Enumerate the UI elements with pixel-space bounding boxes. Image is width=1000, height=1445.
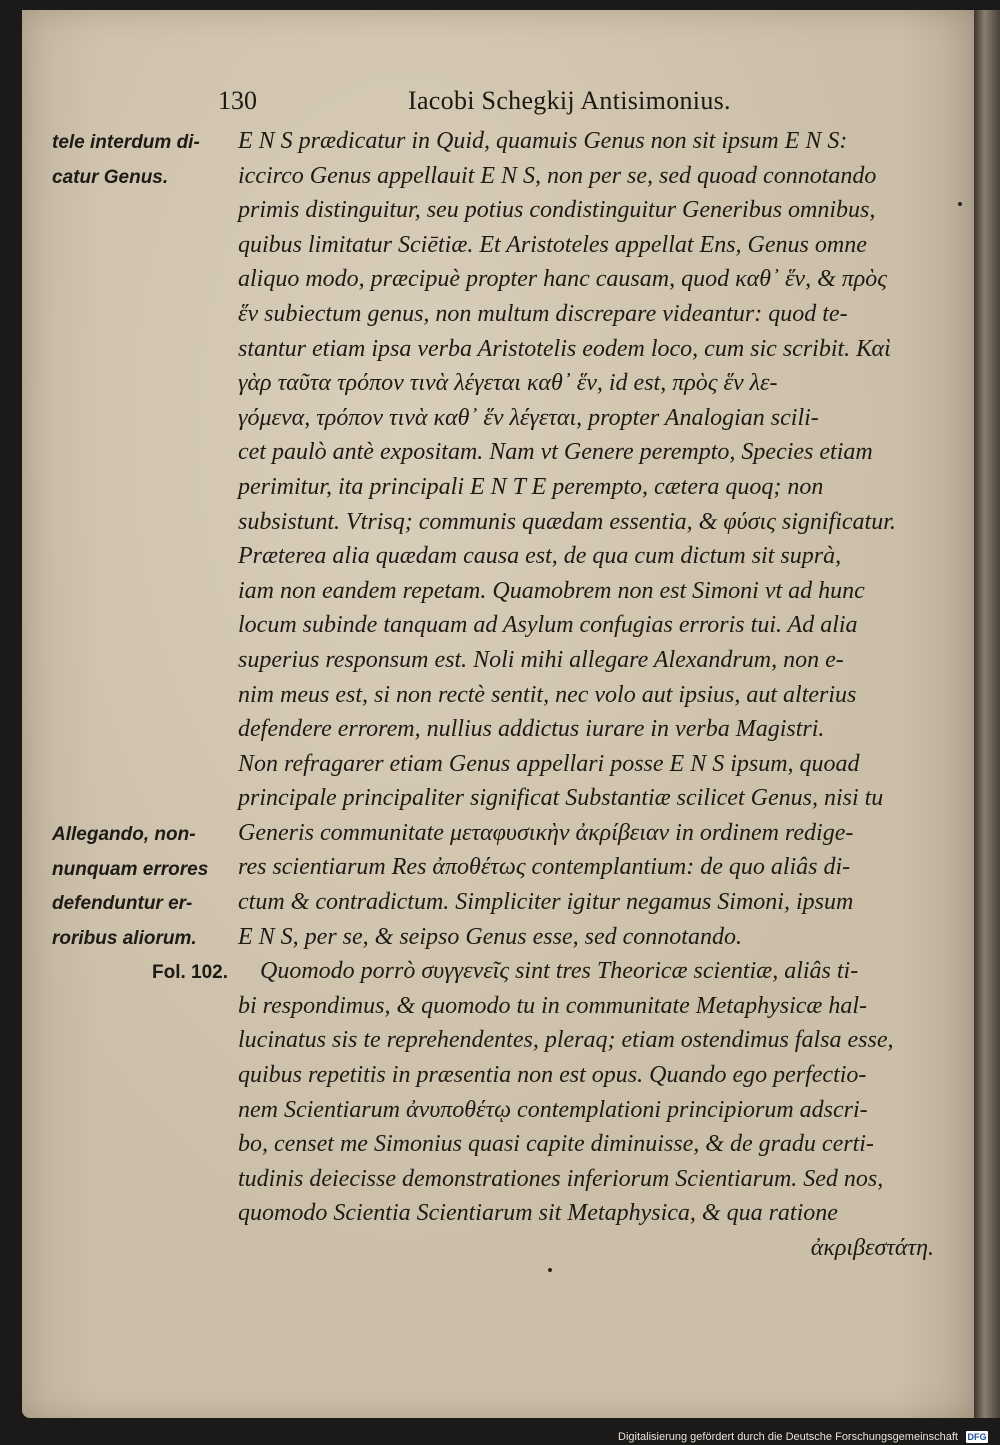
margin-note-line: Fol. 102. xyxy=(152,962,229,983)
text-line: perimitur, ita principali E N T E perempto, cætera quoq; non xyxy=(238,473,824,500)
text-line: defendere errorem, nullius addictus iurare in verba Magistri. xyxy=(238,716,825,743)
text-line: quibus repetitis in præsentia non est opus. Quando ego perfectio- xyxy=(238,1062,867,1089)
text-line: E N S, per se, & seipso Genus esse, sed connotando. xyxy=(238,923,742,950)
margin-note-3 xyxy=(152,956,228,991)
margin-note-line: Allegando, non- xyxy=(52,824,196,845)
text-line: Præterea alia quædam causa est, de qua cum dictum sit suprà, xyxy=(238,543,842,570)
margin-note-2 xyxy=(52,818,208,956)
page-edge xyxy=(974,10,1000,1418)
text-line: iccirco Genus appellauit E N S, non per se, sed quoad connotando xyxy=(238,162,877,189)
text-line: ἕν subiectum genus, non multum discrepare videantur: quod te- xyxy=(238,300,848,327)
text-line: stantur etiam ipsa verba Aristotelis eodem loco, cum sic scribit. Καὶ xyxy=(238,335,891,362)
margin-note-line: roribus aliorum. xyxy=(52,927,197,949)
text-line: primis distinguitur, seu potius condistinguitur Generibus omnibus, xyxy=(238,197,876,224)
text-line: tudinis deiecisse demonstrationes inferiorum Scientiarum. Sed nos, xyxy=(238,1165,884,1192)
ink-dot xyxy=(958,202,962,206)
text-line: Generis communitate μεταφυσικὴν ἀκρίβειαν in ordinem redige- xyxy=(238,819,854,846)
text-line: γὰρ ταῦτα τρόπον τινὰ λέγεται καθ᾽ ἕν, id est, πρὸς ἕν λε- xyxy=(238,370,778,397)
text-line: cet paulò antè expositam. Nam vt Genere perempto, Species etiam xyxy=(238,439,873,466)
margin-note-line: defenduntur er- xyxy=(52,893,193,915)
ink-dot xyxy=(548,1268,552,1272)
text-line: bi respondimus, & quomodo tu in communitate Metaphysicæ hal- xyxy=(238,992,868,1019)
text-line: bo, censet me Simonius quasi capite diminuisse, & de gradu certi- xyxy=(238,1131,874,1158)
text-line: Non refragarer etiam Genus appellari posse E N S ipsum, quoad xyxy=(238,750,860,777)
text-line: E N S prædicatur in Quid, quamuis Genus non sit ipsum E N S: xyxy=(238,128,848,154)
text-line: γόμενα, τρόπον τινὰ καθ᾽ ἕν λέγεται, propter Analogian scili- xyxy=(238,404,819,431)
text-line: locum subinde tanquam ad Asylum confugias erroris tui. Ad alia xyxy=(238,612,858,639)
text-line: nim meus est, si non rectè sentit, nec volo aut ipsius, aut alterius xyxy=(238,681,857,708)
running-title: Iacobi Schegkij Antisimonius. xyxy=(408,86,731,115)
text-line: Quomodo porrò συγγενεῖς sint tres Theoricæ scientiæ, aliâs ti- xyxy=(260,958,859,985)
text-line: subsistunt. Vtrisq; communis quædam essentia, & φύσις significatur. xyxy=(238,508,896,535)
text-line: aliquo modo, præcipuè propter hanc causam, quod καθ᾽ ἕν, & πρὸς xyxy=(238,266,888,293)
text-line: principale principaliter significat Substantiæ scilicet Genus, nisi tu xyxy=(238,785,884,812)
text-line: nem Scientiarum ἀνυποθέτῳ contemplationi principiorum adscri- xyxy=(238,1096,868,1123)
text-line: superius responsum est. Noli mihi allegare Alexandrum, non e- xyxy=(238,646,844,673)
text-line: iam non eandem repetam. Quamobrem non est Simoni vt ad hunc xyxy=(238,577,865,604)
margin-note-line: tele interdum di- xyxy=(52,132,200,153)
body-text xyxy=(238,124,938,1266)
running-header xyxy=(0,86,1000,122)
text-line: lucinatus sis te reprehendentes, pleraq; etiam ostendimus falsa esse, xyxy=(238,1027,894,1054)
footer-bar xyxy=(0,1428,1000,1445)
catchword: ἀκριβεστάτη. xyxy=(810,1235,934,1261)
margin-note-line: catur Genus. xyxy=(52,166,169,188)
text-line: quomodo Scientia Scientiarum sit Metaphysica, & qua ratione xyxy=(238,1200,838,1227)
dfg-logo-icon: DFG xyxy=(967,1431,987,1442)
margin-note-line: nunquam errores xyxy=(52,858,209,880)
text-line: quibus limitatur Sciētiæ. Et Aristoteles appellat Ens, Genus omne xyxy=(238,231,867,258)
text-line: ctum & contradictum. Simpliciter igitur negamus Simoni, ipsum xyxy=(238,889,854,916)
margin-note-1 xyxy=(52,126,200,195)
page-number: 130 xyxy=(218,86,257,115)
text-line: res scientiarum Res ἀποθέτως contemplantium: de quo aliâs di- xyxy=(238,854,851,881)
footer-credit: Digitalisierung gefördert durch die Deutsche Forschungsgemeinschaft xyxy=(618,1430,958,1443)
